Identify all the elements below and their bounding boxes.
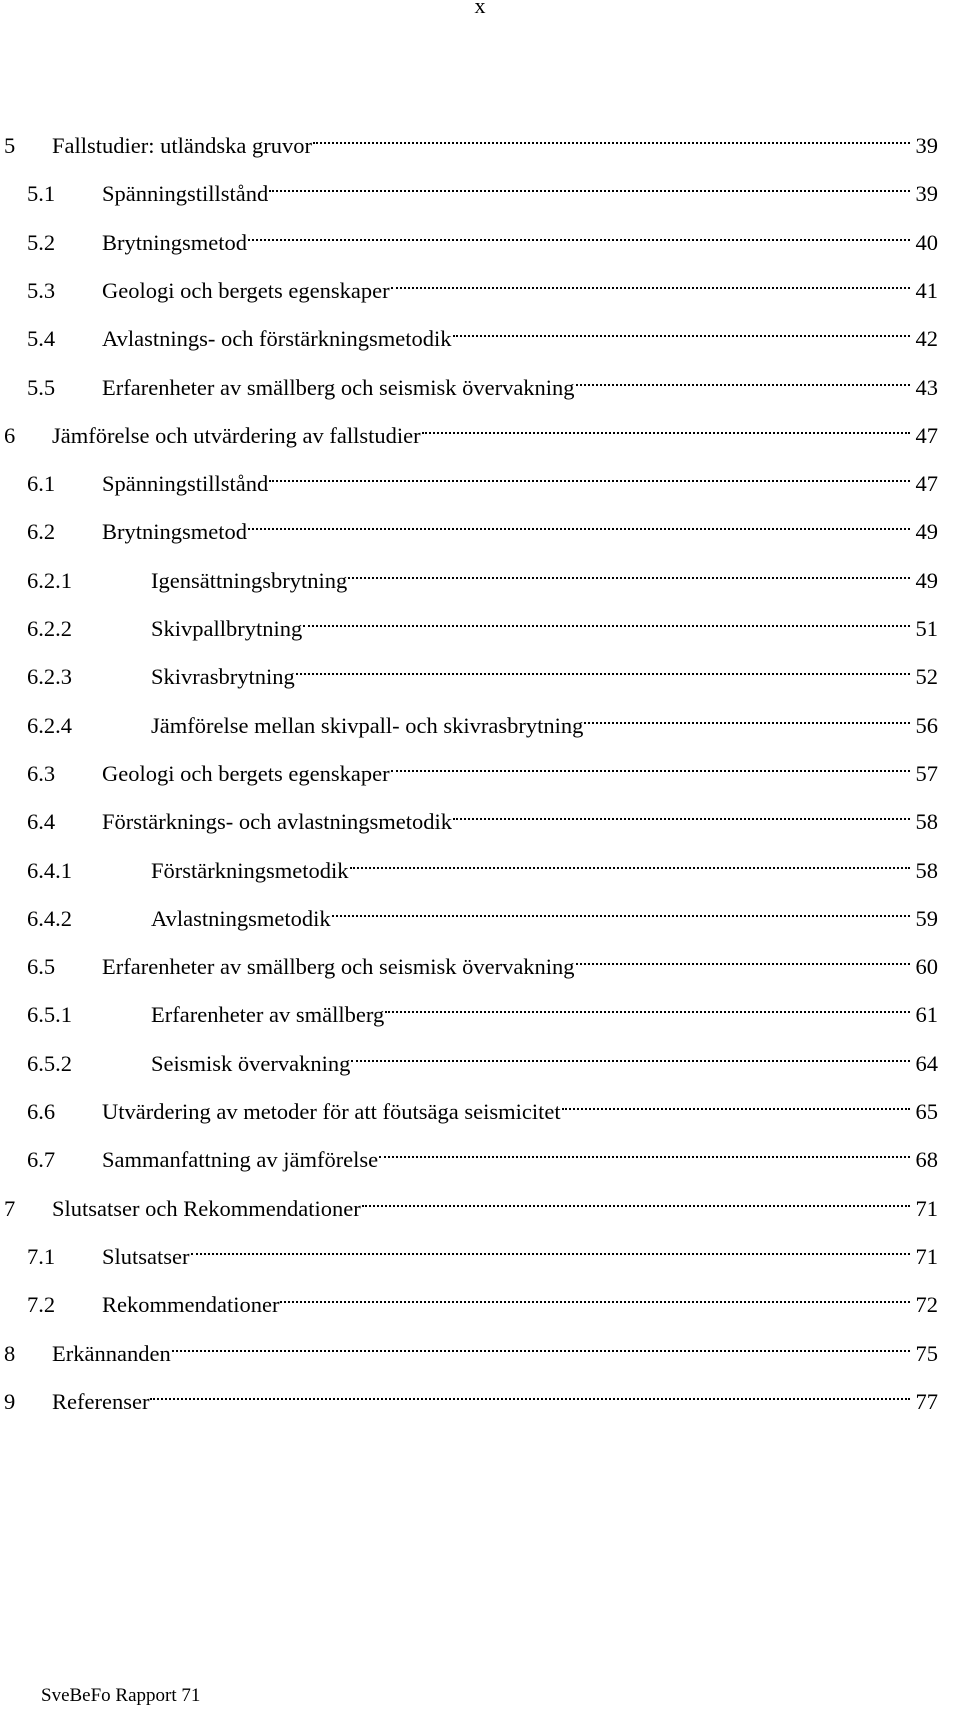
- toc-entry[interactable]: [27, 992, 938, 1028]
- toc-dot-leader: [379, 1137, 909, 1167]
- page-footer: SveBeFo Rapport 71: [41, 1685, 201, 1706]
- toc-entry-title: Erkännanden: [52, 1340, 171, 1366]
- toc-entry[interactable]: [4, 1379, 938, 1414]
- toc-entry[interactable]: [27, 896, 938, 931]
- toc-dot-leader: [150, 1379, 909, 1409]
- page-header: x: [474, 0, 486, 18]
- toc-entry-number: 7.2: [27, 1292, 56, 1318]
- toc-entry[interactable]: [4, 1331, 938, 1366]
- toc-entry-title: Erfarenheter av smällberg och seismisk övervakning: [102, 374, 575, 400]
- toc-entry-title: Utvärdering av metoder för att föutsäga seismicitet: [102, 1099, 561, 1124]
- toc-entry-page: 71: [915, 1195, 938, 1221]
- toc-entry-number: 6.2.3: [27, 664, 72, 690]
- toc-entry-number: 6: [4, 422, 16, 448]
- toc-entry-page: 42: [915, 326, 938, 352]
- toc-entry-title: Spänningstillstånd: [102, 181, 269, 207]
- toc-dot-leader: [422, 413, 910, 443]
- toc-entry-title: Brytningsmetod: [102, 519, 247, 545]
- toc-entry[interactable]: [27, 1137, 938, 1173]
- toc-entry-page: 49: [915, 567, 938, 593]
- toc-entry[interactable]: [4, 1186, 938, 1221]
- toc-entry-page: 39: [915, 181, 938, 207]
- toc-entry-title: Slutsatser: [102, 1243, 190, 1269]
- toc-entry[interactable]: [27, 220, 938, 255]
- toc-entry[interactable]: [27, 268, 938, 303]
- toc-entry-title: Avlastnings- och förstärkningsmetodik: [102, 326, 452, 352]
- toc-dot-leader: [584, 703, 909, 733]
- toc-dot-leader: [280, 1282, 909, 1312]
- toc-dot-leader: [191, 1234, 910, 1264]
- toc-dot-leader: [562, 1089, 910, 1119]
- toc-entry-page: 58: [915, 809, 938, 835]
- toc-entry-number: 6.5.1: [27, 1002, 72, 1028]
- toc-entry-page: 49: [915, 519, 938, 545]
- toc-entry-page: 64: [915, 1050, 938, 1076]
- toc-entry[interactable]: [4, 123, 938, 158]
- toc-entry-number: 6.5.2: [27, 1050, 72, 1076]
- toc-entry-title: Jämförelse mellan skivpall- och skivrasbrytning: [151, 712, 584, 738]
- toc-entry-number: 6.2.1: [27, 567, 72, 593]
- toc-entry-number: 6.4: [27, 809, 56, 835]
- toc-entry-page: 58: [915, 857, 938, 883]
- toc-dot-leader: [296, 654, 910, 684]
- toc-entry-title: Geologi och bergets egenskaper: [102, 760, 390, 786]
- toc-dot-leader: [332, 896, 910, 926]
- toc-entry-title: Avlastningsmetodik: [151, 905, 331, 931]
- toc-entry-number: 9: [4, 1388, 16, 1414]
- toc-entry-title: Referenser: [52, 1388, 150, 1414]
- toc-entry-page: 77: [915, 1388, 938, 1414]
- toc-entry[interactable]: [27, 848, 938, 883]
- toc-entry-page: 68: [915, 1147, 938, 1173]
- toc-entry[interactable]: [27, 461, 938, 497]
- toc-entry[interactable]: [27, 944, 938, 980]
- toc-dot-leader: [385, 992, 909, 1022]
- toc-entry-page: 59: [915, 905, 938, 931]
- toc-dot-leader: [172, 1331, 910, 1361]
- toc-entry-number: 8: [4, 1340, 16, 1366]
- toc-entry[interactable]: [27, 1234, 938, 1269]
- toc-entry-title: Rekommendationer: [102, 1292, 280, 1318]
- toc-entry-page: 57: [915, 760, 938, 786]
- toc-entry-page: 52: [915, 664, 938, 690]
- toc-entry[interactable]: [27, 509, 938, 545]
- toc-entry[interactable]: [27, 1041, 938, 1076]
- toc-entry-number: 6.2.4: [27, 712, 72, 738]
- toc-entry-page: 75: [915, 1340, 938, 1366]
- toc-entry-title: Erfarenheter av smällberg: [151, 1002, 385, 1028]
- toc-entry[interactable]: [27, 316, 938, 352]
- toc-entry[interactable]: [27, 1089, 938, 1124]
- toc-entry-number: 5.4: [27, 326, 56, 352]
- toc-entry-number: 6.4.2: [27, 905, 72, 931]
- toc-dot-leader: [348, 558, 909, 588]
- toc-entry-title: Slutsatser och Rekommendationer: [52, 1195, 361, 1221]
- toc-entry-title: Skivpallbrytning: [151, 616, 303, 641]
- toc-entry[interactable]: [27, 606, 938, 641]
- toc-entry-title: Spänningstillstånd: [102, 471, 269, 497]
- toc-entry-page: 47: [915, 422, 938, 448]
- toc-entry-page: 40: [915, 229, 938, 255]
- toc-entry-number: 5.3: [27, 277, 56, 303]
- toc-entry-title: Geologi och bergets egenskaper: [102, 277, 390, 303]
- toc-dot-leader: [351, 1041, 909, 1071]
- toc-entry-title: Erfarenheter av smällberg och seismisk övervakning: [102, 954, 575, 980]
- toc-entry-page: 39: [915, 133, 938, 158]
- toc-entry-number: 5: [4, 133, 16, 158]
- toc-entry-page: 71: [915, 1243, 938, 1269]
- toc-entry[interactable]: [27, 558, 938, 593]
- toc-dot-leader: [269, 171, 909, 201]
- toc-entry-number: 5.2: [27, 229, 56, 255]
- toc-entry-page: 61: [915, 1002, 938, 1028]
- toc-entry-page: 60: [915, 954, 938, 980]
- toc-dot-leader: [391, 751, 910, 781]
- toc-entry-number: 6.2.2: [27, 616, 72, 641]
- toc-entry-number: 6.7: [27, 1147, 56, 1173]
- toc-entry-title: Sammanfattning av jämförelse: [102, 1147, 379, 1173]
- toc-dot-leader: [269, 461, 909, 491]
- toc-entry-number: 6.3: [27, 760, 56, 786]
- toc-entry[interactable]: [27, 1282, 938, 1318]
- toc-dot-leader: [391, 268, 910, 298]
- toc-entry-number: 6.4.1: [27, 857, 72, 883]
- toc-entry-page: 41: [915, 277, 938, 303]
- toc-entry[interactable]: [27, 703, 938, 738]
- toc-entry-page: 43: [915, 374, 938, 400]
- toc-entry[interactable]: [27, 365, 938, 400]
- toc-entry[interactable]: [4, 413, 938, 448]
- toc-entry-number: 6.5: [27, 954, 56, 980]
- toc-entry-title: Förstärkningsmetodik: [151, 857, 349, 883]
- toc-entry-number: 6.2: [27, 519, 56, 545]
- toc-entry-page: 65: [915, 1099, 938, 1124]
- toc-dot-leader: [576, 944, 910, 974]
- toc-entry[interactable]: [27, 654, 938, 690]
- toc-entry-title: Seismisk övervakning: [151, 1050, 351, 1076]
- toc-entry-title: Brytningsmetod: [102, 229, 247, 255]
- toc-entry-page: 47: [915, 471, 938, 497]
- toc-dot-leader: [350, 848, 910, 878]
- toc-entry-number: 5.5: [27, 374, 56, 400]
- toc-entry-title: Fallstudier: utländska gruvor: [52, 133, 312, 158]
- toc-entry-title: Jämförelse och utvärdering av fallstudier: [52, 422, 421, 448]
- toc-dot-leader: [313, 123, 910, 153]
- toc-dot-leader: [453, 799, 910, 829]
- toc-entry-page: 72: [915, 1292, 938, 1318]
- toc-entry[interactable]: [27, 799, 938, 835]
- toc-dot-leader: [248, 509, 910, 539]
- toc-entry-title: Igensättningsbrytning: [151, 567, 348, 593]
- toc-entry-number: 6.1: [27, 471, 56, 497]
- toc-dot-leader: [362, 1186, 910, 1216]
- toc-dot-leader: [303, 606, 909, 636]
- toc-entry-page: 56: [915, 712, 938, 738]
- toc-entry-page: 51: [915, 616, 938, 641]
- toc-entry[interactable]: [27, 171, 938, 207]
- toc-entry[interactable]: [27, 751, 938, 786]
- toc-entry-title: Förstärknings- och avlastningsmetodik: [102, 809, 452, 835]
- toc-entry-title: Skivrasbrytning: [151, 664, 295, 690]
- toc-entry-number: 6.6: [27, 1099, 56, 1124]
- toc-dot-leader: [453, 316, 910, 346]
- toc-entry-number: 5.1: [27, 181, 56, 207]
- toc-dot-leader: [248, 220, 910, 250]
- toc-entry-number: 7.1: [27, 1243, 56, 1269]
- toc-entry-number: 7: [4, 1195, 16, 1221]
- toc-dot-leader: [576, 365, 910, 395]
